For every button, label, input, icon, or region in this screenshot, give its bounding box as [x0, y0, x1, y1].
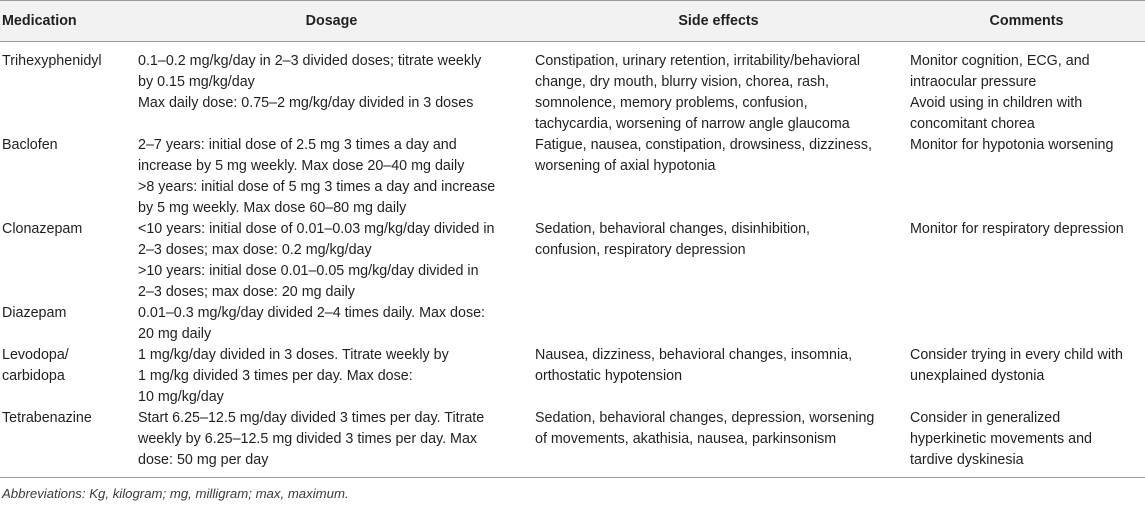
- medication-cell: [0, 135, 132, 219]
- dosage-cell-line: dose: 50 mg per day: [138, 452, 269, 468]
- medication-cell: [0, 42, 132, 136]
- side-effects-cell-line: Sedation, behavioral changes, depression, worsening: [535, 410, 875, 426]
- side-effects-cell-line: confusion, respiratory depression: [535, 242, 746, 258]
- comments-cell-line: intraocular pressure: [910, 74, 1037, 90]
- table-header: [0, 1, 1145, 42]
- header-side-effects: Side effects: [529, 1, 906, 42]
- dosage-cell: [132, 219, 529, 303]
- comments-cell: [906, 408, 1145, 478]
- medication-cell-line: Trihexyphenidyl: [2, 53, 102, 69]
- side-effects-cell-line: Nausea, dizziness, behavioral changes, insomnia,: [535, 347, 853, 363]
- medication-cell: [0, 219, 132, 303]
- side-effects-cell: [529, 303, 906, 345]
- abbreviations-footnote: Abbreviations: Kg, kilogram; mg, milligram; max, maximum.: [2, 486, 349, 501]
- dosage-cell-line: by 0.15 mg/kg/day: [138, 74, 255, 90]
- table-row: [0, 303, 1145, 345]
- side-effects-cell-line: orthostatic hypotension: [535, 368, 683, 384]
- side-effects-cell-line: Sedation, behavioral changes, disinhibition,: [535, 221, 811, 237]
- table-row: [0, 135, 1145, 219]
- side-effects-cell-line: of movements, akathisia, nausea, parkinsonism: [535, 431, 837, 447]
- dosage-cell: [132, 42, 529, 136]
- side-effects-cell-line: tachycardia, worsening of narrow angle glaucoma: [535, 116, 850, 132]
- medication-cell-line: Baclofen: [2, 137, 58, 153]
- comments-cell: [906, 345, 1145, 408]
- table-row: [0, 408, 1145, 478]
- dosage-cell-line: 0.01–0.3 mg/kg/day divided 2–4 times daily. Max dose:: [138, 305, 486, 321]
- comments-cell-line: Consider in generalized: [910, 410, 1061, 426]
- dosage-cell-line: >10 years: initial dose 0.01–0.05 mg/kg/day divided in: [138, 263, 479, 279]
- dosage-cell-line: 10 mg/kg/day: [138, 389, 224, 405]
- comments-cell: [906, 42, 1145, 136]
- comments-cell-line: Avoid using in children with: [910, 95, 1083, 111]
- medication-cell: [0, 408, 132, 478]
- dosage-cell: [132, 303, 529, 345]
- side-effects-cell: [529, 42, 906, 136]
- table-row: [0, 345, 1145, 408]
- medication-cell-line: Diazepam: [2, 305, 67, 321]
- dosage-cell-line: <10 years: initial dose of 0.01–0.03 mg/kg/day divided in: [138, 221, 495, 237]
- comments-cell-line: tardive dyskinesia: [910, 452, 1024, 468]
- comments-cell-line: Monitor for hypotonia worsening: [910, 137, 1114, 153]
- side-effects-cell: [529, 135, 906, 219]
- comments-cell-line: hyperkinetic movements and: [910, 431, 1092, 447]
- medication-cell-line: Tetrabenazine: [2, 410, 92, 426]
- side-effects-cell: [529, 345, 906, 408]
- dosage-cell-line: increase by 5 mg weekly. Max dose 20–40 mg daily: [138, 158, 465, 174]
- medication-cell-line: Levodopa/: [2, 347, 69, 363]
- header-row: [0, 1, 1145, 42]
- side-effects-cell: [529, 408, 906, 478]
- dosage-cell-line: 2–3 doses; max dose: 20 mg daily: [138, 284, 355, 300]
- header-dosage: Dosage: [132, 1, 529, 42]
- medication-cell: [0, 345, 132, 408]
- comments-cell: [906, 135, 1145, 219]
- dosage-cell-line: 2–3 doses; max dose: 0.2 mg/kg/day: [138, 242, 372, 258]
- dosage-cell: [132, 408, 529, 478]
- dosage-cell-line: Max daily dose: 0.75–2 mg/kg/day divided in 3 doses: [138, 95, 474, 111]
- side-effects-cell: [529, 219, 906, 303]
- dosage-cell-line: weekly by 6.25–12.5 mg divided 3 times per day. Max: [138, 431, 478, 447]
- side-effects-cell-line: Constipation, urinary retention, irritability/behavioral: [535, 53, 861, 69]
- side-effects-cell-line: worsening of axial hypotonia: [535, 158, 716, 174]
- comments-cell-line: unexplained dystonia: [910, 368, 1045, 384]
- dosage-cell-line: by 5 mg weekly. Max dose 60–80 mg daily: [138, 200, 407, 216]
- dosage-cell-line: 20 mg daily: [138, 326, 212, 342]
- medication-cell-line: carbidopa: [2, 368, 65, 384]
- dosage-cell-line: Start 6.25–12.5 mg/day divided 3 times per day. Titrate: [138, 410, 485, 426]
- header-comments: Comments: [906, 1, 1145, 42]
- dosage-cell: [132, 345, 529, 408]
- medication-cell-line: Clonazepam: [2, 221, 83, 237]
- dosage-cell-line: 1 mg/kg/day divided in 3 doses. Titrate weekly by: [138, 347, 449, 363]
- table-row: [0, 42, 1145, 136]
- side-effects-cell-line: change, dry mouth, blurry vision, chorea, rash,: [535, 74, 830, 90]
- comments-cell: [906, 303, 1145, 345]
- dosage-cell-line: >8 years: initial dose of 5 mg 3 times a day and increase: [138, 179, 496, 195]
- dosage-cell-line: 1 mg/kg divided 3 times per day. Max dose:: [138, 368, 413, 384]
- table-body: [0, 42, 1145, 478]
- side-effects-cell-line: Fatigue, nausea, constipation, drowsiness, dizziness,: [535, 137, 872, 153]
- side-effects-cell-line: somnolence, memory problems, confusion,: [535, 95, 808, 111]
- table-row: [0, 219, 1145, 303]
- medication-cell: [0, 303, 132, 345]
- comments-cell-line: Monitor cognition, ECG, and: [910, 53, 1090, 69]
- dosage-cell-line: 2–7 years: initial dose of 2.5 mg 3 times a day and: [138, 137, 457, 153]
- dosage-cell: [132, 135, 529, 219]
- comments-cell-line: concomitant chorea: [910, 116, 1035, 132]
- comments-cell-line: Monitor for respiratory depression: [910, 221, 1124, 237]
- dosage-cell-line: 0.1–0.2 mg/kg/day in 2–3 divided doses; titrate weekly: [138, 53, 482, 69]
- comments-cell: [906, 219, 1145, 303]
- header-medication: Medication: [0, 1, 132, 42]
- comments-cell-line: Consider trying in every child with: [910, 347, 1123, 363]
